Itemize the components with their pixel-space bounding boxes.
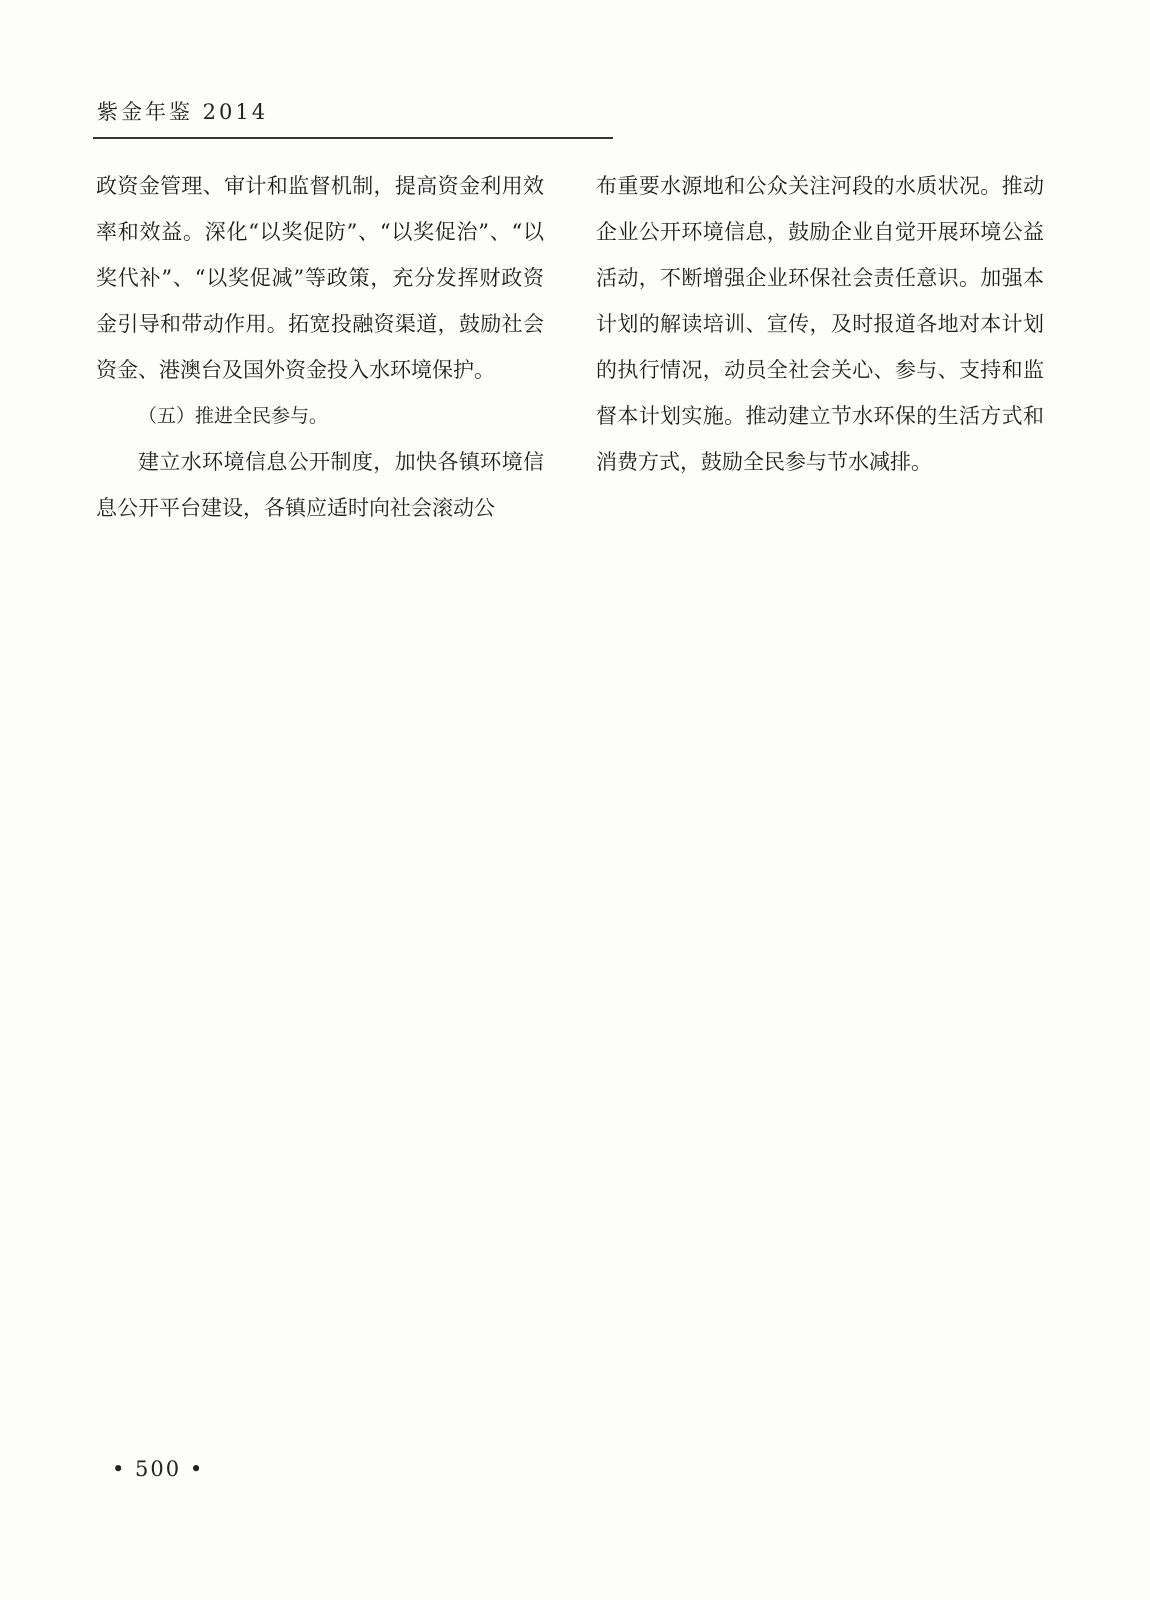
section-heading: （五）推进全民参与。 (138, 405, 329, 427)
left-paragraph-1: 政资金管理、审计和监督机制，提高资金利用效率和效益。深化“以奖促防”、“以奖促治”、“以奖代补”、“以奖促减”等政策，充分发挥财政资金引导和带动作用。拓宽投融资渠道，鼓励社会资金、港澳台及国外资金投入水环境保护。 (96, 174, 544, 382)
page-number: • 500 • (112, 1457, 205, 1481)
right-paragraph-1: 布重要水源地和公众关注河段的水质状况。推动企业公开环境信息，鼓励企业自觉开展环境公益活动，不断增强企业环保社会责任意识。加强本计划的解读培训、宣传，及时报道各地对本计划的执行情况，动员全社会关心、参与、支持和监督本计划实施。推动建立节水环保的生活方式和消费方式，鼓励全民参与节水减排。 (596, 174, 1044, 474)
left-column (96, 163, 544, 531)
header-rule (93, 137, 613, 139)
right-column (596, 163, 1044, 485)
left-paragraph-2: 建立水环境信息公开制度，加快各镇环境信息公开平台建设，各镇应适时向社会滚动公 (96, 450, 544, 520)
running-header: 紫金年鉴 2014 (97, 100, 269, 124)
